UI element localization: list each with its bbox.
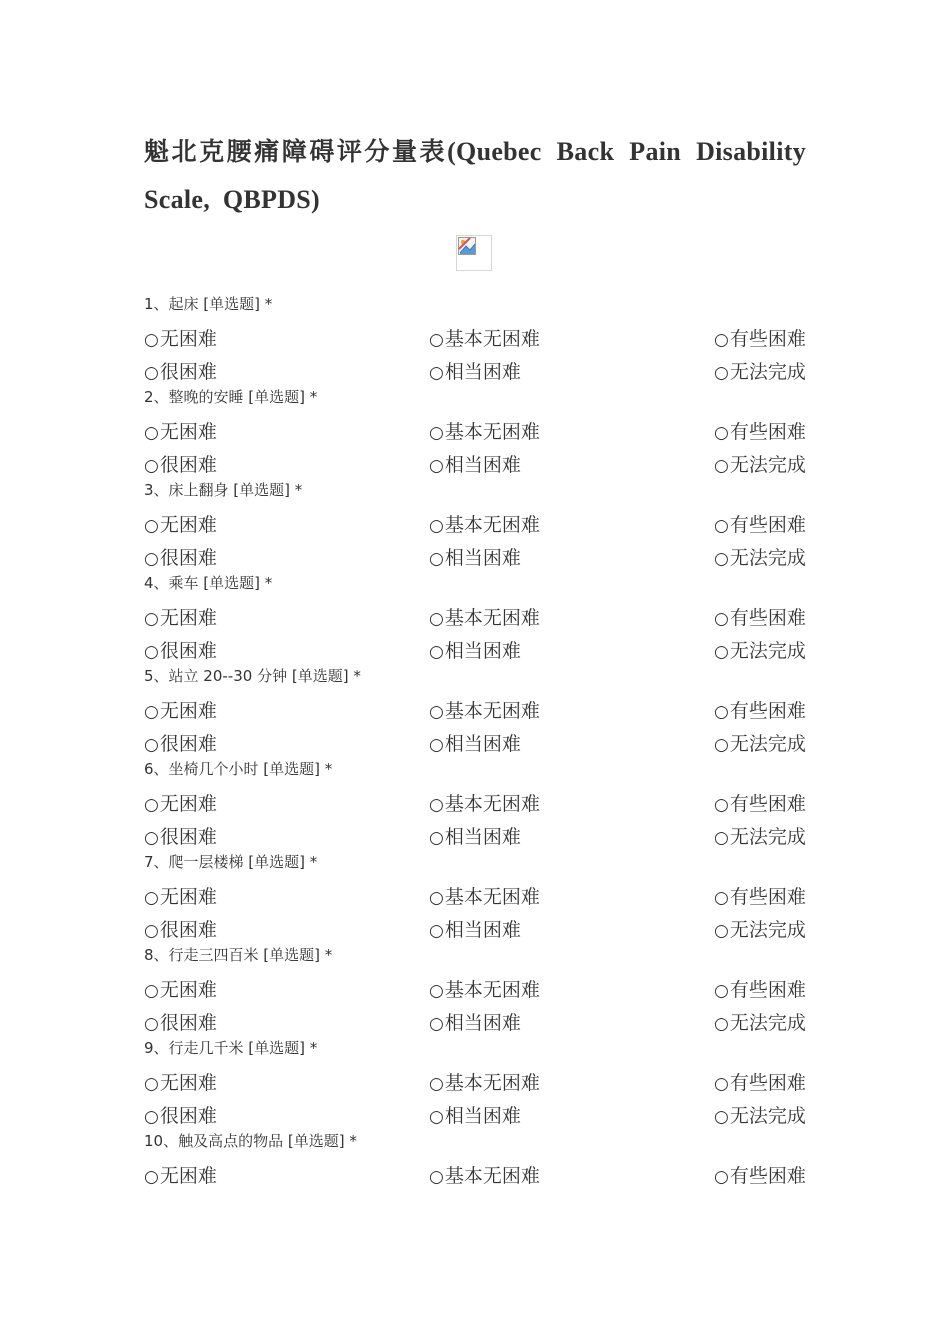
- option-label: 无法完成: [729, 1105, 806, 1127]
- radio-option[interactable]: [144, 915, 429, 942]
- radio-circle-icon[interactable]: ○: [429, 1074, 444, 1094]
- radio-option[interactable]: [144, 1008, 429, 1035]
- radio-option[interactable]: [429, 324, 714, 351]
- radio-option[interactable]: [144, 417, 429, 444]
- radio-option[interactable]: [144, 357, 429, 384]
- option-label: 基本无困难: [444, 793, 540, 815]
- option-label: 无困难: [159, 421, 217, 443]
- radio-option[interactable]: [714, 1101, 806, 1128]
- radio-circle-icon[interactable]: ○: [714, 828, 729, 848]
- option-label: 基本无困难: [444, 979, 540, 1001]
- option-label: 有些困难: [729, 979, 806, 1001]
- radio-option[interactable]: [429, 510, 714, 537]
- option-label: 很困难: [159, 1105, 217, 1127]
- radio-option[interactable]: [429, 417, 714, 444]
- option-label: 很困难: [159, 919, 217, 941]
- radio-circle-icon[interactable]: ○: [144, 828, 159, 848]
- radio-circle-icon[interactable]: ○: [144, 609, 159, 629]
- option-row: [144, 507, 806, 540]
- radio-circle-icon[interactable]: ○: [714, 1107, 729, 1127]
- radio-circle-icon[interactable]: ○: [714, 330, 729, 350]
- radio-option[interactable]: [144, 636, 429, 663]
- option-label: 基本无困难: [444, 514, 540, 536]
- radio-option[interactable]: [714, 789, 806, 816]
- question-label: 5、站立 20--30 分钟 [单选题] *: [144, 667, 361, 685]
- radio-circle-icon[interactable]: ○: [429, 549, 444, 569]
- radio-circle-icon[interactable]: ○: [429, 1014, 444, 1034]
- option-label: 相当困难: [444, 1012, 521, 1034]
- radio-circle-icon[interactable]: ○: [714, 702, 729, 722]
- radio-circle-icon[interactable]: ○: [714, 921, 729, 941]
- radio-option[interactable]: [714, 1161, 806, 1188]
- option-label: 基本无困难: [444, 1165, 540, 1187]
- radio-circle-icon[interactable]: ○: [144, 1014, 159, 1034]
- radio-option[interactable]: [144, 789, 429, 816]
- option-label: 有些困难: [729, 793, 806, 815]
- radio-circle-icon[interactable]: ○: [714, 981, 729, 1001]
- radio-circle-icon[interactable]: ○: [144, 642, 159, 662]
- radio-option[interactable]: [429, 729, 714, 756]
- radio-circle-icon[interactable]: ○: [144, 363, 159, 383]
- radio-circle-icon[interactable]: ○: [144, 516, 159, 536]
- broken-image-icon: [456, 235, 492, 271]
- radio-circle-icon[interactable]: ○: [714, 642, 729, 662]
- option-label: 很困难: [159, 1012, 217, 1034]
- option-row: [144, 1158, 806, 1191]
- radio-circle-icon[interactable]: ○: [429, 702, 444, 722]
- option-row: [144, 693, 806, 726]
- radio-option[interactable]: [144, 603, 429, 630]
- option-label: 很困难: [159, 826, 217, 848]
- radio-circle-icon[interactable]: ○: [144, 423, 159, 443]
- option-label: 很困难: [159, 547, 217, 569]
- option-label: 无法完成: [729, 361, 806, 383]
- image-container: [144, 224, 806, 288]
- radio-circle-icon[interactable]: ○: [714, 1167, 729, 1187]
- option-label: 有些困难: [729, 514, 806, 536]
- radio-option[interactable]: [144, 324, 429, 351]
- question-9: [144, 1032, 806, 1125]
- question-label: 8、行走三四百米 [单选题] *: [144, 946, 333, 964]
- radio-option[interactable]: [144, 696, 429, 723]
- option-label: 很困难: [159, 640, 217, 662]
- radio-circle-icon[interactable]: ○: [714, 609, 729, 629]
- option-label: 相当困难: [444, 454, 521, 476]
- question-label: 2、整晚的安睡 [单选题] *: [144, 388, 318, 406]
- radio-option[interactable]: [714, 324, 806, 351]
- radio-circle-icon[interactable]: ○: [144, 702, 159, 722]
- radio-circle-icon[interactable]: ○: [429, 795, 444, 815]
- option-label: 相当困难: [444, 826, 521, 848]
- radio-option[interactable]: [714, 1068, 806, 1095]
- document-page: [144, 128, 806, 1218]
- radio-option[interactable]: [144, 729, 429, 756]
- radio-circle-icon[interactable]: ○: [144, 888, 159, 908]
- radio-option[interactable]: [714, 975, 806, 1002]
- radio-option[interactable]: [429, 1008, 714, 1035]
- question-3: [144, 474, 806, 567]
- radio-circle-icon[interactable]: ○: [429, 1107, 444, 1127]
- radio-circle-icon[interactable]: ○: [429, 981, 444, 1001]
- question-label: 10、触及高点的物品 [单选题] *: [144, 1132, 357, 1150]
- radio-option[interactable]: [429, 915, 714, 942]
- page-title: [144, 128, 806, 224]
- option-label: 很困难: [159, 361, 217, 383]
- option-label: 基本无困难: [444, 1072, 540, 1094]
- option-label: 无困难: [159, 607, 217, 629]
- radio-circle-icon[interactable]: ○: [714, 549, 729, 569]
- radio-circle-icon[interactable]: ○: [429, 642, 444, 662]
- option-label: 相当困难: [444, 547, 521, 569]
- option-label: 有些困难: [729, 607, 806, 629]
- radio-circle-icon[interactable]: ○: [429, 888, 444, 908]
- radio-option[interactable]: [714, 1008, 806, 1035]
- radio-option[interactable]: [714, 822, 806, 849]
- radio-option[interactable]: [714, 543, 806, 570]
- radio-circle-icon[interactable]: ○: [144, 456, 159, 476]
- option-row: [144, 321, 806, 354]
- radio-circle-icon[interactable]: ○: [144, 981, 159, 1001]
- radio-circle-icon[interactable]: ○: [144, 1074, 159, 1094]
- radio-circle-icon[interactable]: ○: [429, 735, 444, 755]
- option-label: 无困难: [159, 1165, 217, 1187]
- question-7: [144, 846, 806, 939]
- option-label: 相当困难: [444, 919, 521, 941]
- option-label: 有些困难: [729, 421, 806, 443]
- question-list: [144, 288, 806, 1218]
- radio-circle-icon[interactable]: ○: [144, 921, 159, 941]
- radio-option[interactable]: [144, 1068, 429, 1095]
- radio-circle-icon[interactable]: ○: [429, 423, 444, 443]
- question-label: 3、床上翻身 [单选题] *: [144, 481, 303, 499]
- radio-circle-icon[interactable]: ○: [144, 1107, 159, 1127]
- radio-option[interactable]: [429, 789, 714, 816]
- option-label: 无法完成: [729, 919, 806, 941]
- radio-option[interactable]: [429, 975, 714, 1002]
- radio-option[interactable]: [429, 603, 714, 630]
- radio-option[interactable]: [714, 636, 806, 663]
- radio-option[interactable]: [429, 1101, 714, 1128]
- option-label: 无困难: [159, 886, 217, 908]
- radio-option[interactable]: [144, 450, 429, 477]
- option-label: 很困难: [159, 733, 217, 755]
- radio-circle-icon[interactable]: ○: [714, 516, 729, 536]
- question-label: 7、爬一层楼梯 [单选题] *: [144, 853, 318, 871]
- radio-option[interactable]: [144, 822, 429, 849]
- question-label: 9、行走几千米 [单选题] *: [144, 1039, 318, 1057]
- radio-option[interactable]: [144, 543, 429, 570]
- option-label: 基本无困难: [444, 328, 540, 350]
- radio-option[interactable]: [144, 510, 429, 537]
- option-label: 无法完成: [729, 826, 806, 848]
- radio-option[interactable]: [714, 510, 806, 537]
- radio-circle-icon[interactable]: ○: [714, 888, 729, 908]
- option-label: 无困难: [159, 514, 217, 536]
- radio-circle-icon[interactable]: ○: [714, 795, 729, 815]
- radio-circle-icon[interactable]: ○: [714, 1014, 729, 1034]
- question-5: [144, 660, 806, 753]
- radio-option[interactable]: [429, 450, 714, 477]
- question-6: [144, 753, 806, 846]
- radio-option[interactable]: [714, 882, 806, 909]
- question-label: 4、乘车 [单选题] *: [144, 574, 273, 592]
- radio-circle-icon[interactable]: ○: [714, 456, 729, 476]
- radio-option[interactable]: [144, 1161, 429, 1188]
- radio-option[interactable]: [429, 636, 714, 663]
- option-label: 无困难: [159, 1072, 217, 1094]
- option-label: 相当困难: [444, 733, 521, 755]
- option-label: 无困难: [159, 700, 217, 722]
- option-label: 有些困难: [729, 1072, 806, 1094]
- option-label: 无法完成: [729, 547, 806, 569]
- radio-circle-icon[interactable]: ○: [144, 795, 159, 815]
- title-chinese: 魁北克腰痛障碍评分量表: [144, 137, 448, 166]
- radio-circle-icon[interactable]: ○: [144, 330, 159, 350]
- option-label: 相当困难: [444, 1105, 521, 1127]
- radio-circle-icon[interactable]: ○: [429, 921, 444, 941]
- option-row: [144, 879, 806, 912]
- question-4: [144, 567, 806, 660]
- radio-option[interactable]: [429, 357, 714, 384]
- radio-circle-icon[interactable]: ○: [429, 516, 444, 536]
- radio-circle-icon[interactable]: ○: [714, 423, 729, 443]
- radio-option[interactable]: [429, 1068, 714, 1095]
- radio-option[interactable]: [429, 1161, 714, 1188]
- option-label: 无困难: [159, 979, 217, 1001]
- option-row: [144, 786, 806, 819]
- question-label: 6、坐椅几个小时 [单选题] *: [144, 760, 333, 778]
- option-label: 无困难: [159, 793, 217, 815]
- option-row: [144, 972, 806, 1005]
- question-10: [144, 1125, 806, 1218]
- question-1: [144, 288, 806, 381]
- radio-circle-icon[interactable]: ○: [429, 828, 444, 848]
- option-label: 无法完成: [729, 1012, 806, 1034]
- radio-circle-icon[interactable]: ○: [714, 735, 729, 755]
- radio-option[interactable]: [144, 1101, 429, 1128]
- radio-circle-icon[interactable]: ○: [429, 363, 444, 383]
- radio-option[interactable]: [429, 882, 714, 909]
- radio-option[interactable]: [714, 417, 806, 444]
- option-label: 有些困难: [729, 700, 806, 722]
- radio-option[interactable]: [144, 975, 429, 1002]
- radio-circle-icon[interactable]: ○: [429, 609, 444, 629]
- radio-option[interactable]: [714, 696, 806, 723]
- radio-circle-icon[interactable]: ○: [144, 1167, 159, 1187]
- radio-option[interactable]: [714, 603, 806, 630]
- option-row: [144, 600, 806, 633]
- radio-circle-icon[interactable]: ○: [429, 1167, 444, 1187]
- option-row: [144, 1065, 806, 1098]
- option-label: 有些困难: [729, 886, 806, 908]
- title-english: (Quebec Back Pain Disability Scale, QBPDS): [144, 137, 806, 214]
- option-label: 相当困难: [444, 361, 521, 383]
- option-label: 相当困难: [444, 640, 521, 662]
- radio-option[interactable]: [714, 915, 806, 942]
- option-label: 无法完成: [729, 640, 806, 662]
- radio-option[interactable]: [714, 729, 806, 756]
- radio-circle-icon[interactable]: ○: [714, 1074, 729, 1094]
- option-label: 无法完成: [729, 454, 806, 476]
- radio-option[interactable]: [144, 882, 429, 909]
- question-label: 1、起床 [单选题] *: [144, 295, 273, 313]
- radio-option[interactable]: [714, 357, 806, 384]
- radio-circle-icon[interactable]: ○: [714, 363, 729, 383]
- radio-option[interactable]: [429, 822, 714, 849]
- option-label: 基本无困难: [444, 607, 540, 629]
- option-row: [144, 414, 806, 447]
- question-8: [144, 939, 806, 1032]
- option-label: 无法完成: [729, 733, 806, 755]
- option-label: 无困难: [159, 328, 217, 350]
- radio-option[interactable]: [429, 696, 714, 723]
- question-2: [144, 381, 806, 474]
- option-label: 基本无困难: [444, 700, 540, 722]
- radio-option[interactable]: [429, 543, 714, 570]
- radio-circle-icon[interactable]: ○: [429, 330, 444, 350]
- option-label: 有些困难: [729, 1165, 806, 1187]
- option-label: 很困难: [159, 454, 217, 476]
- radio-circle-icon[interactable]: ○: [429, 456, 444, 476]
- option-label: 基本无困难: [444, 886, 540, 908]
- radio-option[interactable]: [714, 450, 806, 477]
- option-label: 有些困难: [729, 328, 806, 350]
- radio-circle-icon[interactable]: ○: [144, 549, 159, 569]
- radio-circle-icon[interactable]: ○: [144, 735, 159, 755]
- option-label: 基本无困难: [444, 421, 540, 443]
